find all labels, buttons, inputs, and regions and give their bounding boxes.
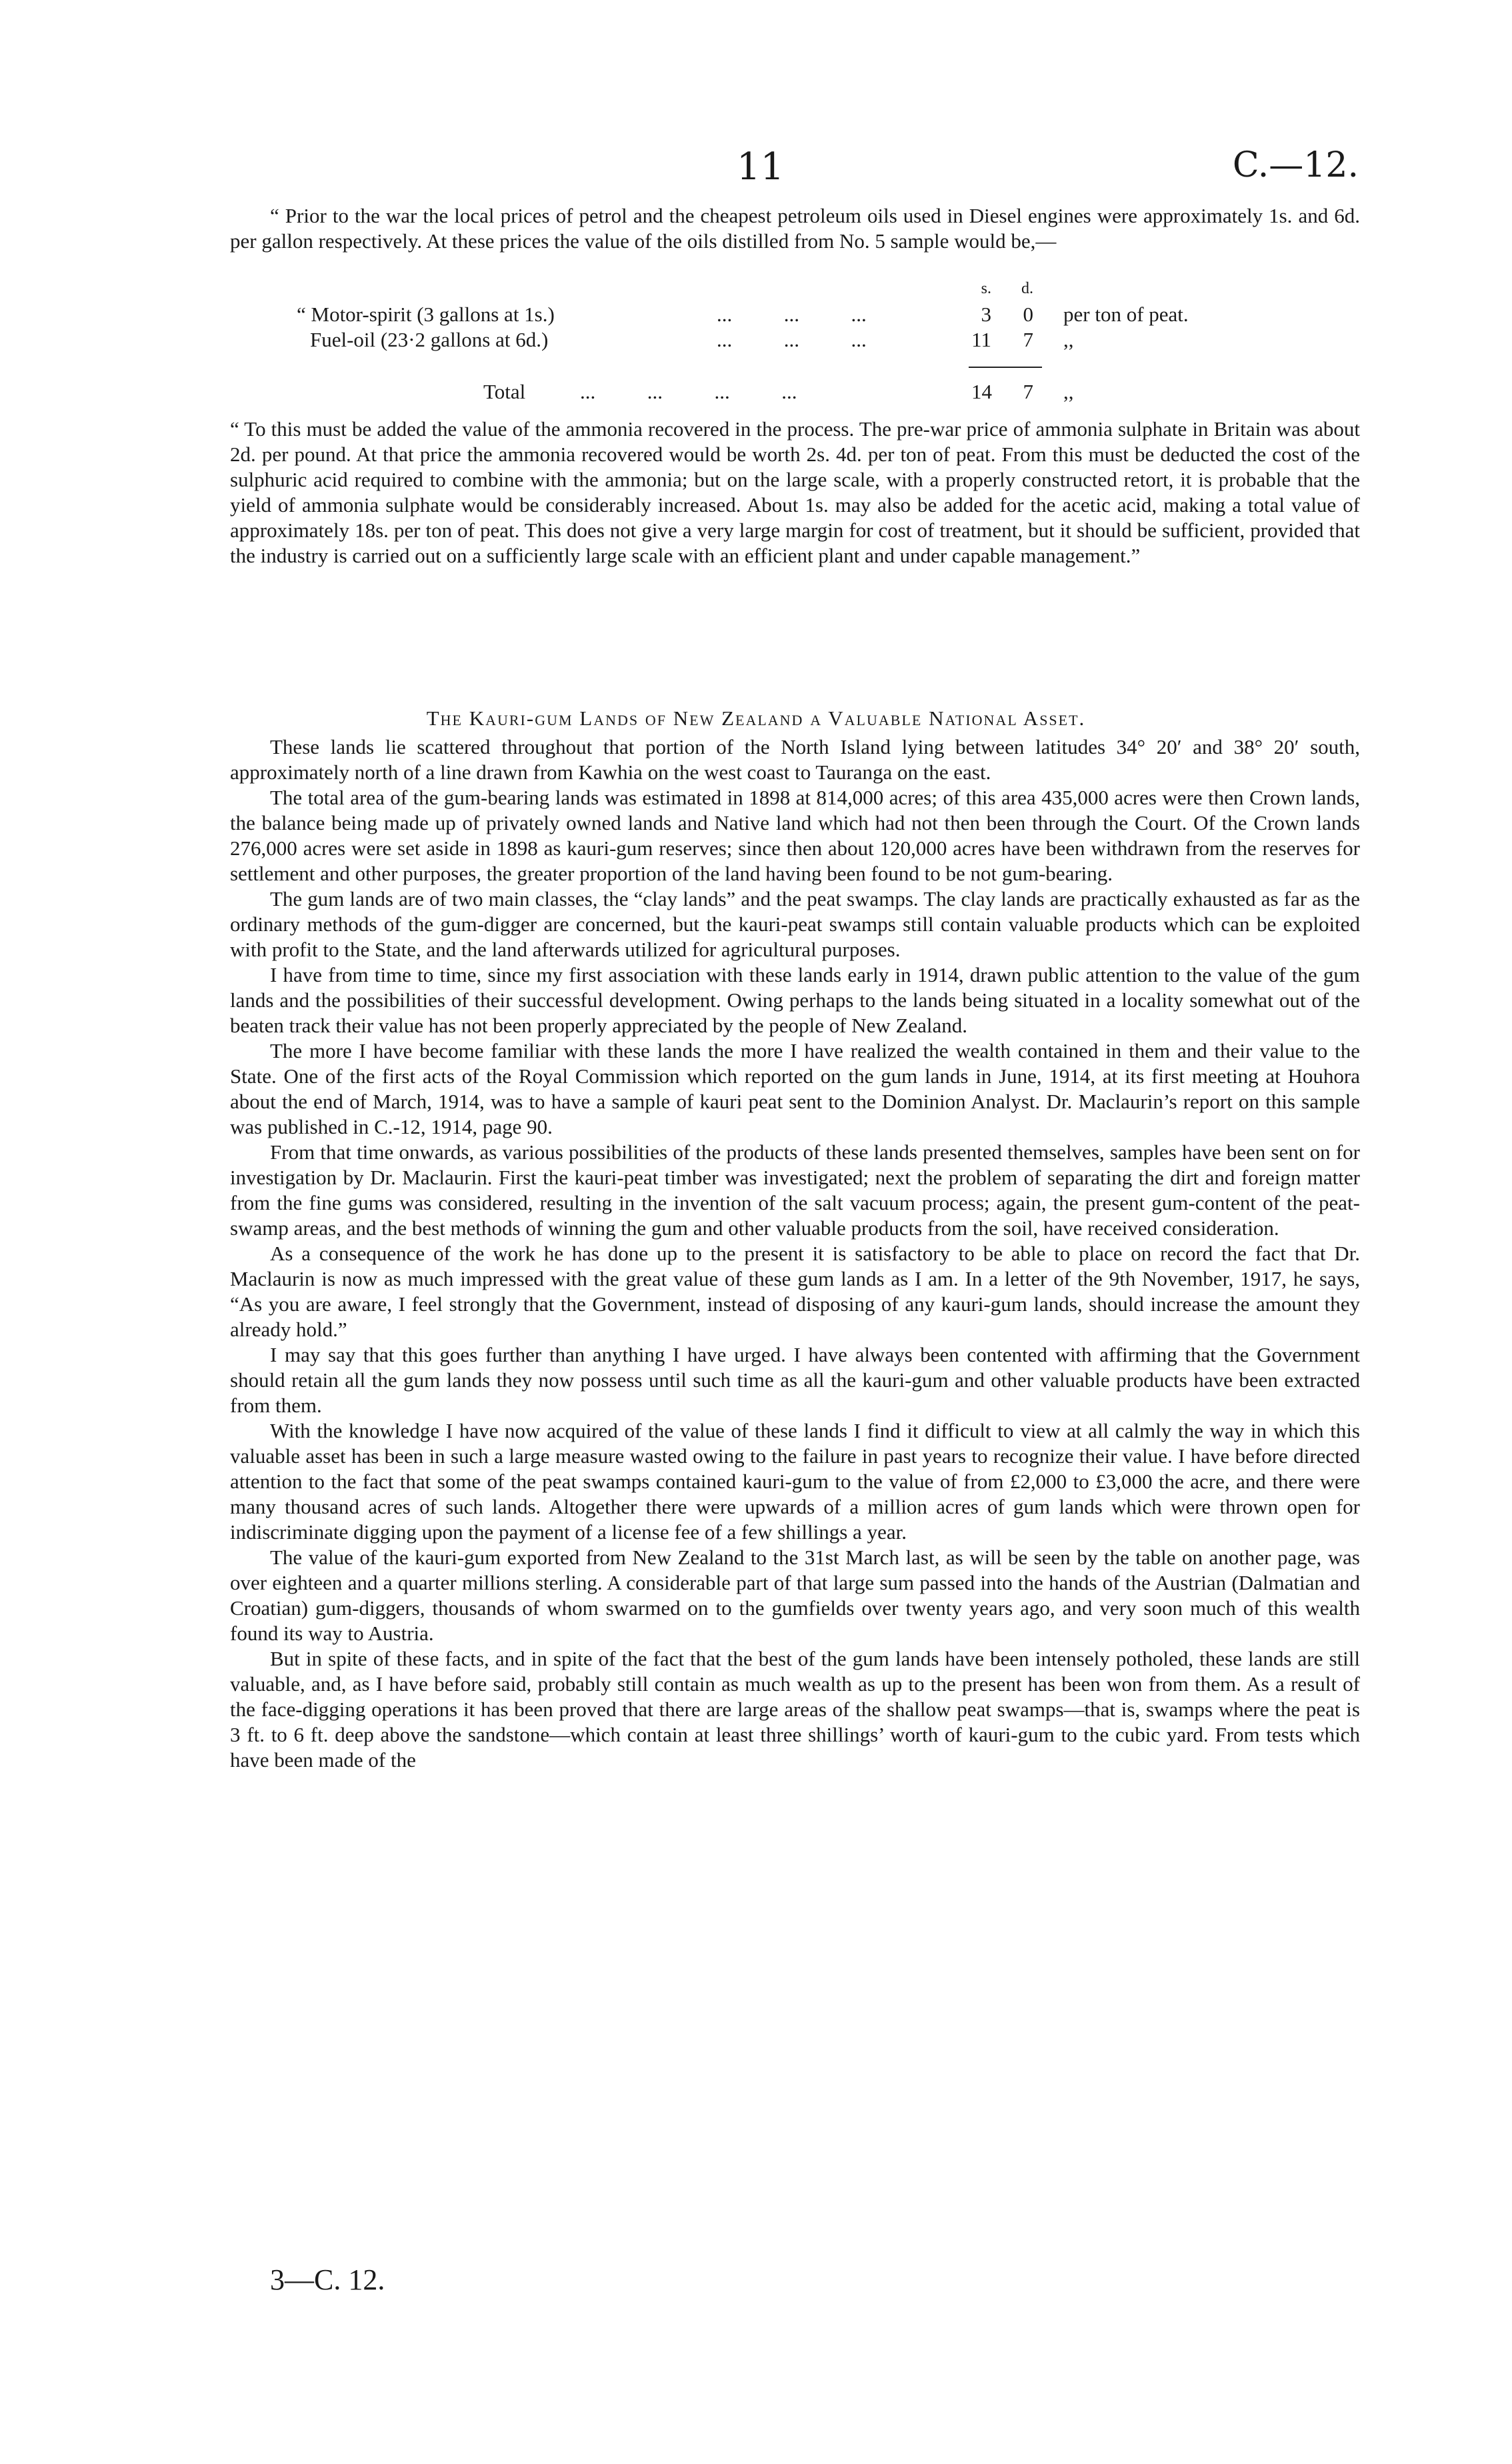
total-unit: ,,	[1063, 380, 1074, 403]
paragraph: As a consequence of the work he has done up to the present it is satisfactory to be able to place on record the fact that Dr. Maclaurin is now as much impressed with the great value of these gum lands as I am. In a letter of the 9th November, 1917, he says, “As you are aware, I feel strongly that the Government, instead of disposing of any kauri-gum lands, should increase the amount they already hold.”	[230, 1242, 1360, 1341]
section-title: The Kauri-gum Lands of New Zealand a Valuable National Asset.	[426, 706, 1086, 730]
value-table-header	[230, 280, 1360, 303]
body-text	[230, 734, 1360, 1773]
row-leader-dots: ... ... ...	[717, 303, 867, 326]
paragraph: The value of the kauri-gum exported from New Zealand to the 31st March last, as will be seen by the table on another page, was over eighteen and a quarter millions sterling. A considerable part of that large sum passed into the hands of the Austrian (Dalmatian and Croatian) gum-diggers, thousands of whom swarmed on to the gumfields over twenty years ago, and very soon much of this wealth found its way to Austria.	[230, 1546, 1360, 1645]
row-pence: 7	[1023, 328, 1033, 351]
table-row	[230, 303, 1360, 328]
paragraph: These lands lie scattered throughout that portion of the North Island lying between latitudes 34° 20′ and 38° 20′ south, approximately north of a line drawn from Kawhia on the west coast to Tauranga on the east.	[230, 735, 1360, 784]
row-leader-dots: ... ... ...	[717, 328, 867, 351]
paragraph: With the knowledge I have now acquired of the value of these lands I find it difficult to view at all calmly the way in which this valuable asset has been in such a large measure wasted owing to the failure in past years to recognize their value. I have before directed attention to the fact that some of the peat swamps contained kauri-gum to the value of from £2,000 to £3,000 the acre, and there were many thousand acres of such lands. Altogether there were upwards of a million acres of gum lands which were thrown open for indiscriminate digging upon the payment of a license fee of a few shillings a year.	[230, 1419, 1360, 1544]
paragraph: The gum lands are of two main classes, the “clay lands” and the peat swamps. The clay lands are practically exhausted as far as the ordinary methods of the gum-digger are concerned, but the kauri-peat swamps still contain valuable products which can be exploited with profit to the State, and the land afterwards utilized for agricultural purposes.	[230, 887, 1360, 961]
table-row	[230, 328, 1360, 353]
table-total-row	[230, 380, 1360, 405]
row-unit: ,,	[1063, 328, 1074, 351]
total-leader-dots: ... ... ... ...	[580, 380, 797, 403]
paragraph: But in spite of these facts, and in spite of the fact that the best of the gum lands have been intensely potholed, these lands are still valuable, and, as I have before said, probably still contain as much wealth as up to the present has been won from them. As a result of the face-digging operations it has been proved that there are large areas of the shallow peat swamps—that is, swamps where the peat is 3 ft. to 6 ft. deep above the sandstone—which contain at least three shillings’ worth of kauri-gum to the cubic yard. From tests which have been made of the	[230, 1647, 1360, 1772]
quote-continuation	[230, 417, 1360, 569]
paragraph: The more I have become familiar with these lands the more I have realized the wealth contained in them and their value to the State. One of the first acts of the Royal Commission which reported on the gum lands in June, 1914, at its first meeting at Houhora about the end of March, 1914, was to have a sample of kauri peat sent to the Dominion Analyst. Dr. Maclaurin’s report on this sample was published in C.-12, 1914, page 90.	[230, 1039, 1360, 1138]
row-shillings: 11	[971, 328, 991, 351]
paragraph: The total area of the gum-bearing lands was estimated in 1898 at 814,000 acres; of this area 435,000 acres were then Crown lands, the balance being made up of privately owned lands and Native land which had not then been through the Court. Of the Crown lands 276,000 acres were set aside in 1898 as kauri-gum reserves; since then about 120,000 acres have been withdrawn from the reserves for settlement and other purposes, the greater proportion of the land having been found to be not gum-bearing.	[230, 786, 1360, 885]
signature-reference: 3—C. 12.	[270, 2263, 385, 2296]
quote-continuation-paragraph: “ To this must be added the value of the ammonia recovered in the process. The pre-war price of ammonia sulphate in Britain was about 2d. per pound. At that price the ammonia recovered would be worth 2s. 4d. per ton of peat. From this must be deducted the cost of the sulphuric acid required to combine with the ammonia; but on the large scale, with a properly constructed retort, it is probable that the yield of ammonia sulphate would be considerably increased. About 1s. may also be added for the acetic acid, making a total value of approximately 18s. per ton of peat. This does not give a very large margin for cost of treatment, but it should be sufficient, provided that the industry is carried out on a sufficiently large scale with an efficient plant and under capable management.”	[230, 417, 1360, 567]
paragraph: From that time onwards, as various possibilities of the products of these lands presented themselves, samples have been sent on for investigation by Dr. Maclaurin. First the kauri-peat timber was investigated; next the problem of separating the dirt and foreign matter from the fine gums was considered, resulting in the invention of the salt vacuum process; again, the present gum-content of the peat-swamp areas, and the best methods of winning the gum and other valuable products from the soil, have received consideration.	[230, 1140, 1360, 1240]
paragraph: I have from time to time, since my first association with these lands early in 1914, drawn public attention to the value of the gum lands and the possibilities of their successful development. Owing perhaps to the lands being situated in a locality somewhat out of the beaten track their value has not been properly appreciated by the people of New Zealand.	[230, 963, 1360, 1037]
value-table	[230, 280, 1360, 405]
row-shillings: 3	[981, 303, 991, 326]
paragraph: I may say that this goes further than anything I have urged. I have always been contented with affirming that the Government should retain all the gum lands they now possess until such time as all the kauri-gum and other valuable products have been extracted from them.	[230, 1343, 1360, 1417]
quote-intro-paragraph: “ Prior to the war the local prices of petrol and the cheapest petroleum oils used in Diesel engines were approximately 1s. and 6d. per gallon respectively. At these prices the value of the oils distilled from No. 5 sample would be,—	[230, 204, 1360, 253]
total-pence: 7	[1023, 380, 1033, 403]
page-header	[0, 145, 1512, 192]
row-unit: per ton of peat.	[1063, 303, 1189, 326]
shillings-column-header: s.	[981, 280, 991, 297]
total-label: Total	[483, 380, 526, 403]
row-label: Fuel-oil (23·2 gallons at 6d.)	[310, 328, 549, 351]
quote-intro	[230, 203, 1360, 254]
document-reference: C.—12.	[1232, 145, 1359, 185]
row-pence: 0	[1023, 303, 1033, 326]
pence-column-header: d.	[1021, 280, 1033, 297]
total-shillings: 14	[971, 380, 992, 403]
row-label: “ Motor-spirit (3 gallons at 1s.)	[297, 303, 555, 326]
total-rule	[969, 367, 1042, 368]
page-number: 11	[737, 145, 785, 189]
